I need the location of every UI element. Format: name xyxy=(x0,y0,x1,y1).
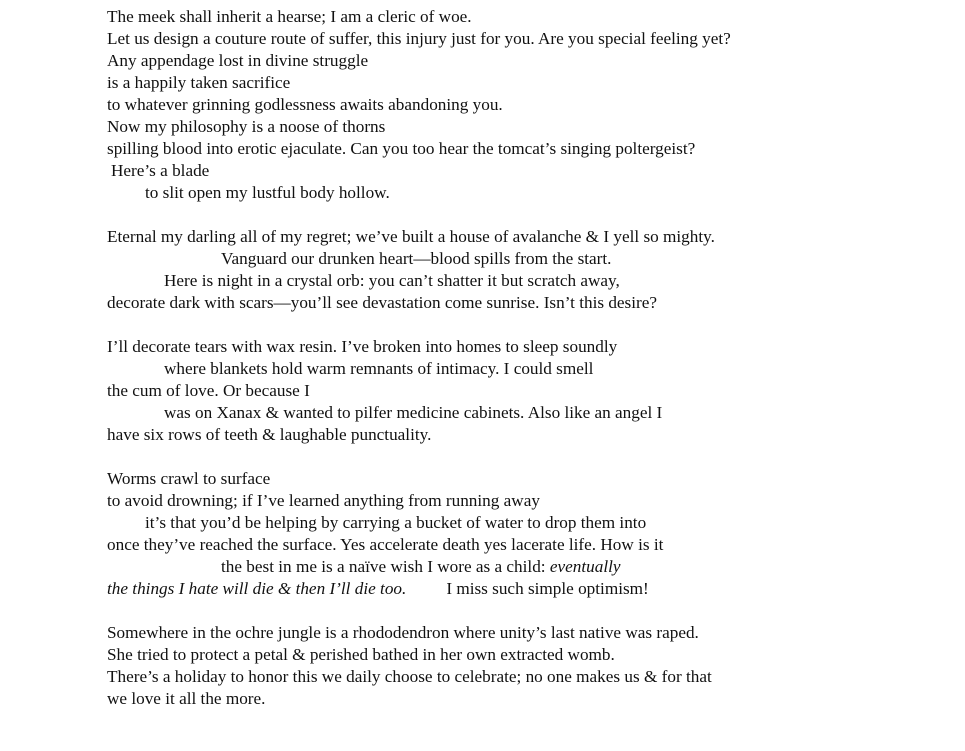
poem-line: Vanguard our drunken heart—blood spills from the start. xyxy=(221,249,612,268)
poem-line: the cum of love. Or because I xyxy=(107,381,310,400)
stanza-break xyxy=(107,446,947,468)
poem-line: we love it all the more. xyxy=(107,689,266,708)
poem-line: Eternal my darling all of my regret; we’ve built a house of avalanche & I yell so mighty. xyxy=(107,227,715,246)
poem-line: to slit open my lustful body hollow. xyxy=(145,183,390,202)
poem-line: Any appendage lost in divine struggle xyxy=(107,51,369,70)
poem-line: Somewhere in the ochre jungle is a rhododendron where unity’s last native was raped. xyxy=(107,623,699,642)
stanza-break xyxy=(107,204,947,226)
poem-line: Here is night in a crystal orb: you can’t shatter it but scratch away, xyxy=(164,271,620,290)
poem-line: it’s that you’d be helping by carrying a bucket of water to drop them into xyxy=(145,513,647,532)
poem-line: spilling blood into erotic ejaculate. Can you too hear the tomcat’s singing poltergeist? xyxy=(107,139,696,158)
poem-line: decorate dark with scars—you’ll see devastation come sunrise. Isn’t this desire? xyxy=(107,293,657,312)
poem-line: I’ll decorate tears with wax resin. I’ve broken into homes to sleep soundly xyxy=(107,337,618,356)
stanza-4 xyxy=(107,468,947,600)
stanza-5 xyxy=(107,622,947,710)
poem-line: Now my philosophy is a noose of thorns xyxy=(107,117,386,136)
poem-line-text: the best in me is a naïve wish I wore as a child: xyxy=(221,557,550,576)
poem-line: once they’ve reached the surface. Yes accelerate death yes lacerate life. How is it xyxy=(107,535,664,554)
poem-line-italic: the things I hate will die & then I’ll die too. xyxy=(107,579,407,598)
stanza-break xyxy=(107,600,947,622)
poem-line: Let us design a couture route of suffer, this injury just for you. Are you special feeling yet? xyxy=(107,29,731,48)
stanza-1 xyxy=(107,6,947,204)
poem-body xyxy=(107,6,947,710)
poem-line: Here’s a blade xyxy=(111,161,210,180)
poem-line xyxy=(107,556,947,578)
poem-line: She tried to protect a petal & perished bathed in her own extracted womb. xyxy=(107,645,615,664)
poem-line-italic: eventually xyxy=(549,557,621,576)
poem-line: was on Xanax & wanted to pilfer medicine cabinets. Also like an angel I xyxy=(164,403,663,422)
poem-line xyxy=(107,578,947,600)
poem-line-text: I miss such simple optimism! xyxy=(446,579,649,598)
stanza-3 xyxy=(107,336,947,446)
stanza-break xyxy=(107,314,947,336)
poem-line: The meek shall inherit a hearse; I am a cleric of woe. xyxy=(107,7,472,26)
poem-line: have six rows of teeth & laughable punctuality. xyxy=(107,425,432,444)
poem-line: to whatever grinning godlessness awaits abandoning you. xyxy=(107,95,503,114)
poem-line: Worms crawl to surface xyxy=(107,469,271,488)
poem-line: is a happily taken sacrifice xyxy=(107,73,291,92)
stanza-2 xyxy=(107,226,947,314)
poem-line: where blankets hold warm remnants of intimacy. I could smell xyxy=(164,359,594,378)
poem-line: to avoid drowning; if I’ve learned anything from running away xyxy=(107,491,540,510)
poem-line: There’s a holiday to honor this we daily choose to celebrate; no one makes us & for that xyxy=(107,667,712,686)
